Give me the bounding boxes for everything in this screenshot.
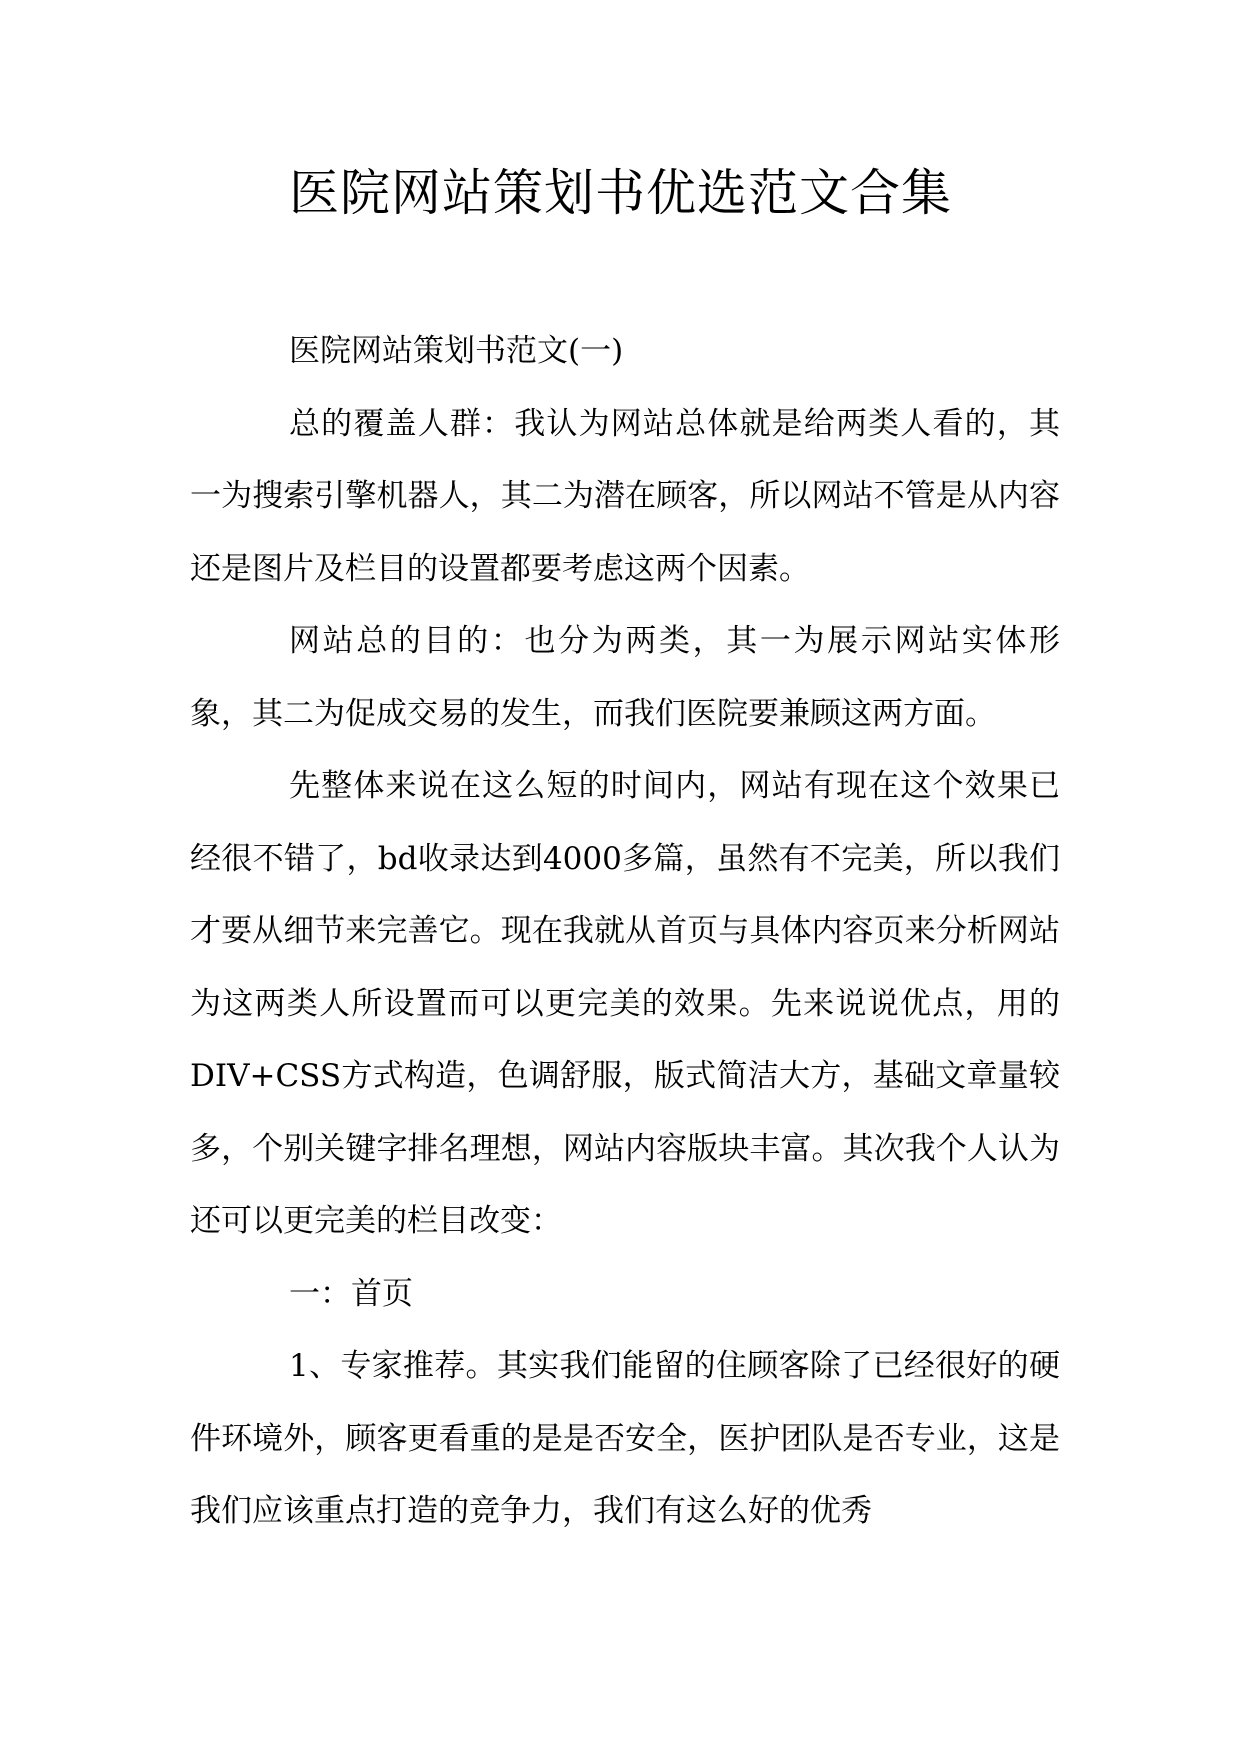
document-title: 医院网站策划书优选范文合集 [289, 164, 952, 222]
document-body [190, 315, 1060, 1548]
body-paragraph: 1、专家推荐。其实我们能留的住顾客除了已经很好的硬件环境外，顾客更看重的是是否安全，医护团队是否专业，这是我们应该重点打造的竞争力，我们有这么好的优秀 [190, 1348, 1060, 1529]
body-paragraph: 总的覆盖人群：我认为网站总体就是给两类人看的，其一为搜索引擎机器人，其二为潜在顾客，所以网站不管是从内容还是图片及栏目的设置都要考虑这两个因素。 [190, 405, 1060, 587]
body-paragraph: 网站总的目的：也分为两类，其一为展示网站实体形象，其二为促成交易的发生，而我们医院要兼顾这两方面。 [190, 623, 1060, 732]
subsection-heading: 一：首页 [289, 1275, 413, 1312]
body-paragraph: 先整体来说在这么短的时间内，网站有现在这个效果已经很不错了，bd收录达到4000多篇，虽然有不完美，所以我们才要从细节来完善它。现在我就从首页与具体内容页来分析网站为这两类人所设置而可以更完美的效果。先来说说优点，用的DIV+CSS方式构造，色调舒服，版式简洁大方，基础文章量较多，个别关键字排名理想，网站内容版块丰富。其次我个人认为还可以更完美的栏目改变： [190, 768, 1060, 1239]
section-heading: 医院网站策划书范文(一) [289, 333, 624, 369]
